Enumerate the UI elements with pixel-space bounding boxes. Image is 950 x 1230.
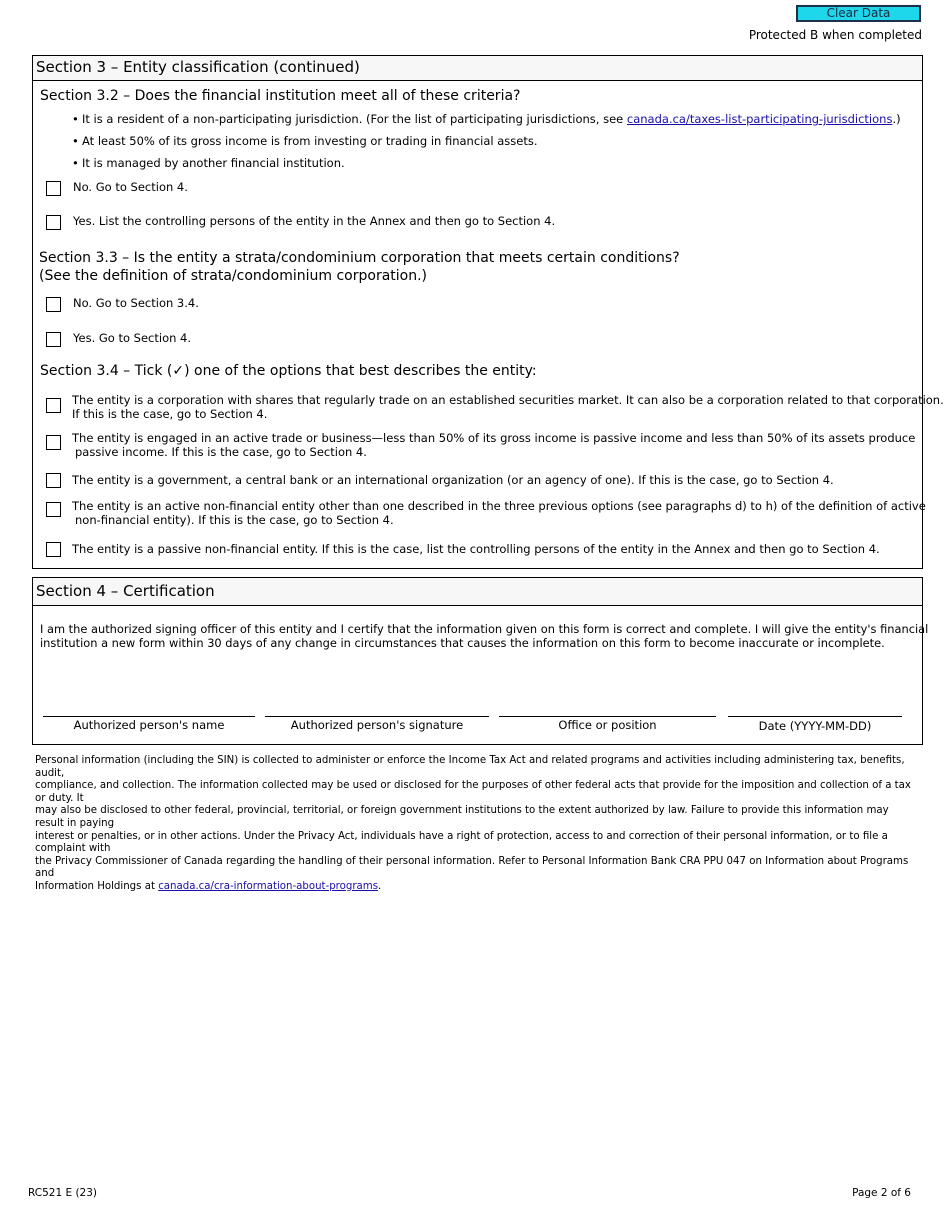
q33-no-checkbox[interactable] [46, 297, 61, 312]
section-3-title: Section 3 – Entity classification (continued) [33, 56, 922, 81]
q34-active-trade-line1: The entity is engaged in an active trade or business—less than 50% of its gross income is passive income and less than 50% of its assets produce [72, 431, 916, 445]
section-3-4-title: Section 3.4 – Tick (✓) one of the options that best describes the entity: [40, 363, 537, 379]
name-field[interactable] [43, 716, 255, 717]
signature-field[interactable] [265, 716, 489, 717]
protected-b-notice: Protected B when completed [748, 28, 922, 42]
cra-information-link[interactable]: canada.ca/cra-information-about-programs [158, 880, 378, 892]
bullet-managed [72, 156, 345, 170]
bullet-2-text: At least 50% of its gross income is from investing or trading in financial assets. [82, 134, 538, 148]
q34-passive-nfe-checkbox[interactable] [46, 542, 61, 557]
bullet-1-end: .) [892, 112, 901, 126]
q34-active-trade-checkbox[interactable] [46, 435, 61, 450]
office-field[interactable] [499, 716, 716, 717]
q34-corporation-line1: The entity is a corporation with shares that regularly trade on an established securities market. It can also be a corporation related to that corporation. [72, 393, 944, 407]
name-label: Authorized person's name [73, 718, 225, 732]
bullet-dot: • [72, 156, 79, 170]
q32-no-checkbox[interactable] [46, 181, 61, 196]
q34-active-trade-label [72, 431, 915, 459]
certification-line2: institution a new form within 30 days of any change in circumstances that causes the information on this form to become inaccurate or incomplete. [40, 636, 885, 650]
form-id: RC521 E (23) [28, 1187, 98, 1199]
q34-corporation-line2: If this is the case, go to Section 4. [72, 407, 268, 421]
page-number: Page 2 of 6 [852, 1187, 911, 1199]
clear-data-button[interactable]: Clear Data [796, 5, 921, 22]
q34-active-nfe-line1: The entity is an active non-financial entity other than one described in the three previous options (see paragraphs d) to h) of the definition of active [72, 499, 926, 513]
privacy-last-prefix: Information Holdings at [35, 880, 159, 892]
bullet-3-text: It is managed by another financial institution. [82, 156, 345, 170]
section-3-3-title-line1: Section 3.3 – Is the entity a strata/condominium corporation that meets certain conditions? [39, 250, 680, 266]
q34-passive-nfe-label: The entity is a passive non-financial entity. If this is the case, list the controlling persons of the entity in the Annex and then go to Section 4. [72, 542, 880, 556]
privacy-line: the Privacy Commissioner of Canada regarding the handling of their personal information. Refer to Personal Information Bank CRA PPU 047 on Information about Programs and [35, 855, 909, 880]
q32-no-label: No. Go to Section 4. [73, 180, 188, 194]
q33-yes-label: Yes. Go to Section 4. [73, 331, 192, 345]
q34-government-checkbox[interactable] [46, 473, 61, 488]
bullet-dot: • [72, 134, 79, 148]
privacy-line: interest or penalties, or in other actions. Under the Privacy Act, individuals have a right of protection, access to and correction of their personal information, or to file a complaint with [35, 830, 888, 855]
q34-active-nfe-line2: non-financial entity). If this is the case, go to Section 4. [75, 513, 394, 527]
q34-government-label: The entity is a government, a central bank or an international organization (or an agency of one). If this is the case, go to Section 4. [72, 473, 834, 487]
q33-yes-checkbox[interactable] [46, 332, 61, 347]
section-3-3-title-line2: (See the definition of strata/condominium corporation.) [39, 268, 428, 284]
bullet-dot: • [72, 112, 79, 126]
privacy-line: may also be disclosed to other federal, provincial, territorial, or foreign government institutions to the extent authorized by law. Failure to provide this information may result in paying [35, 805, 889, 829]
participating-jurisdictions-link[interactable]: canada.ca/taxes-list-participating-jurisdictions [626, 112, 893, 126]
section-3-box [32, 55, 923, 569]
privacy-line: compliance, and collection. The information collected may be used or disclosed for the purposes of other federal acts that provide for the imposition and collection of a tax or duty. It [35, 780, 911, 804]
section-4-title: Section 4 – Certification [33, 578, 922, 606]
section-3-2-title: Section 3.2 – Does the financial institution meet all of these criteria? [40, 88, 521, 104]
q34-active-trade-line2: passive income. If this is the case, go to Section 4. [75, 445, 367, 459]
q34-active-nfe-checkbox[interactable] [46, 502, 61, 517]
certification-line1: I am the authorized signing officer of this entity and I certify that the information given on this form is correct and complete. I will give the entity's financial [40, 622, 929, 636]
q32-yes-checkbox[interactable] [46, 215, 61, 230]
signature-label: Authorized person's signature [290, 718, 464, 732]
q34-corporation-label [72, 393, 944, 421]
office-label: Office or position [558, 718, 657, 732]
q34-corporation-checkbox[interactable] [46, 398, 61, 413]
bullet-1-text: It is a resident of a non-participating jurisdiction. (For the list of participating jurisdictions, see [82, 112, 627, 126]
section-3-3-title [39, 249, 680, 285]
date-field[interactable] [728, 716, 902, 717]
privacy-line: Personal information (including the SIN) is collected to administer or enforce the Income Tax Act and related programs and activities including administering tax, benefits, audit, [35, 755, 905, 779]
bullet-non-participating [72, 112, 901, 126]
q33-no-label: No. Go to Section 3.4. [73, 296, 199, 310]
q32-yes-label: Yes. List the controlling persons of the entity in the Annex and then go to Section 4. [73, 214, 556, 228]
q34-active-nfe-label [72, 499, 926, 527]
privacy-notice [35, 755, 920, 894]
date-label: Date (YYYY-MM-DD) [758, 719, 872, 733]
certification-statement [40, 622, 928, 650]
bullet-gross-income [72, 134, 538, 148]
privacy-last-end: . [378, 880, 382, 892]
privacy-line-last [35, 881, 920, 894]
